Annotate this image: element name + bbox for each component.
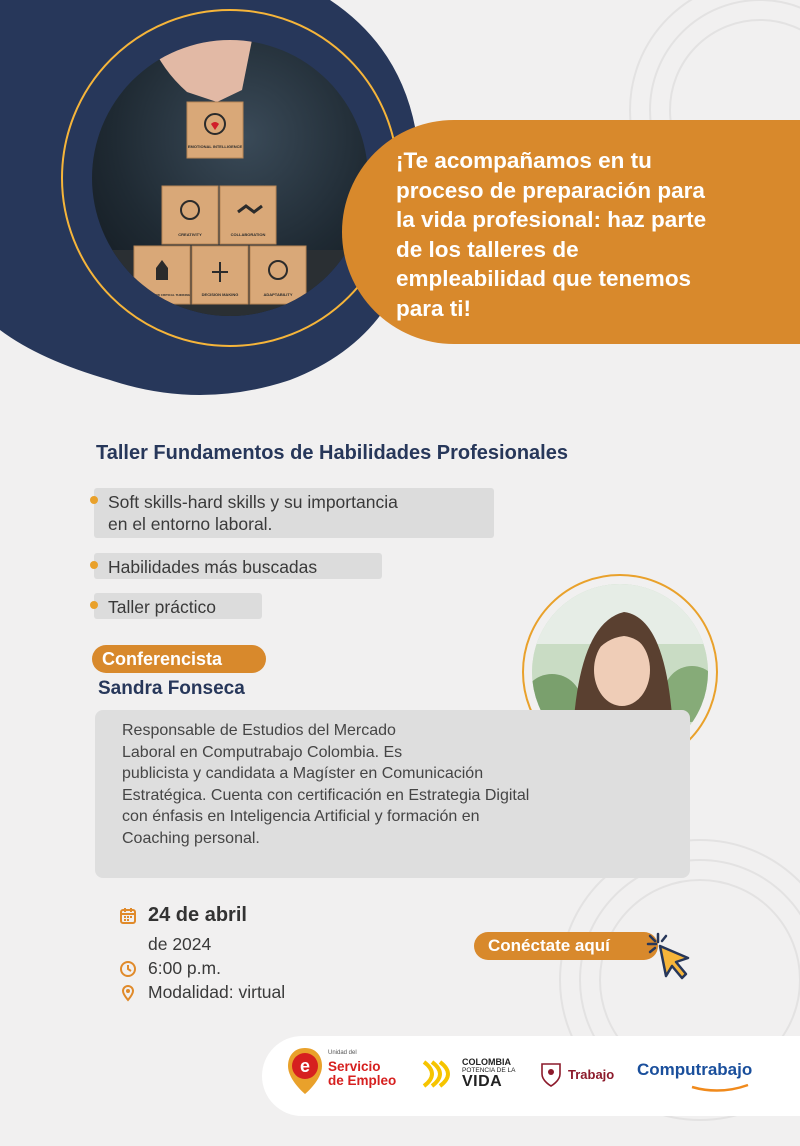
workshop-title: Taller Fundamentos de Habilidades Profesionales xyxy=(96,442,568,464)
svg-text:DECISION MAKING: DECISION MAKING xyxy=(201,292,239,297)
se-line2: de Empleo xyxy=(328,1073,397,1088)
bio-line: Responsable de Estudios del Mercado xyxy=(122,722,396,739)
speaker-bio xyxy=(122,720,602,849)
bullet-dot xyxy=(90,561,98,569)
ministry-shield-icon xyxy=(538,1060,564,1093)
bullet-text: Taller práctico xyxy=(108,597,216,617)
computrabajo-swoosh xyxy=(690,1080,750,1098)
bullet-item xyxy=(94,553,382,579)
clock-icon xyxy=(118,959,138,979)
location-pin-icon xyxy=(118,983,138,1003)
bullet-dot xyxy=(90,601,98,609)
servicio-empleo-small: Unidad del xyxy=(328,1050,357,1056)
svg-text:e: e xyxy=(299,1056,311,1076)
calendar-icon xyxy=(118,906,138,926)
trabajo-text: Trabajo xyxy=(568,1067,615,1082)
event-time-text: 6:00 p.m. xyxy=(148,958,221,978)
bullet-item xyxy=(94,593,262,619)
event-mode xyxy=(118,982,285,1003)
connect-button[interactable]: Conéctate aquí xyxy=(474,932,658,960)
svg-text:ANALYTICAL AND CRITICAL THINKI: ANALYTICAL AND CRITICAL THINKING xyxy=(133,293,191,297)
bio-line: publicista y candidata a Magíster en Comunicación xyxy=(122,765,484,782)
speaker-name: Sandra Fonseca xyxy=(98,678,245,699)
servicio-empleo-text xyxy=(328,1060,396,1088)
se-line1: Servicio xyxy=(328,1059,381,1074)
bio-line: Laboral en Computrabajo Colombia. Es xyxy=(122,743,403,761)
skills-blocks-photo xyxy=(92,40,368,316)
bullet-text: Habilidades más buscadas xyxy=(108,557,318,577)
event-year: de 2024 xyxy=(148,934,212,954)
bio-line: Estratégica. Cuenta con certificación en Estrategia Digital xyxy=(122,786,530,804)
bio-line: Coaching personal. xyxy=(122,829,260,847)
colombia-vida: VIDA xyxy=(462,1073,503,1090)
bullet-dot xyxy=(90,496,98,504)
speaker-badge: Conferencista xyxy=(92,645,266,673)
event-mode-text: Modalidad: virtual xyxy=(148,982,286,1002)
svg-text:ADAPTABILITY: ADAPTABILITY xyxy=(263,292,293,297)
servicio-empleo-logo xyxy=(284,1046,326,1101)
headline-text: ¡Te acompañamos en tu proceso de preparación para la vida profesional: haz parte de los talleres de empleabilidad que tenemos para ti! xyxy=(396,148,707,321)
event-time xyxy=(118,958,221,979)
computrabajo-logo: Computrabajo xyxy=(637,1060,753,1079)
cursor-click-icon xyxy=(644,930,696,991)
svg-text:CREATIVITY: CREATIVITY xyxy=(178,232,202,237)
svg-text:COLLABORATION: COLLABORATION xyxy=(230,232,266,237)
bullet-item xyxy=(94,488,494,538)
bullet-text-line2: en el entorno laboral. xyxy=(108,514,273,534)
event-date-text: 24 de abril xyxy=(148,904,247,926)
bio-line: con énfasis en Inteligencia Artificial y formación en xyxy=(122,808,480,825)
event-date xyxy=(118,904,247,927)
svg-text:EMOTIONAL INTELLIGENCE: EMOTIONAL INTELLIGENCE xyxy=(187,144,243,149)
colombia-subtitle: POTENCIA DE LA xyxy=(462,1067,516,1074)
colombia-title: COLOMBIA xyxy=(462,1057,511,1067)
colombia-logo xyxy=(422,1058,458,1095)
bullet-text-line1: Soft skills-hard skills y su importancia xyxy=(108,492,398,512)
